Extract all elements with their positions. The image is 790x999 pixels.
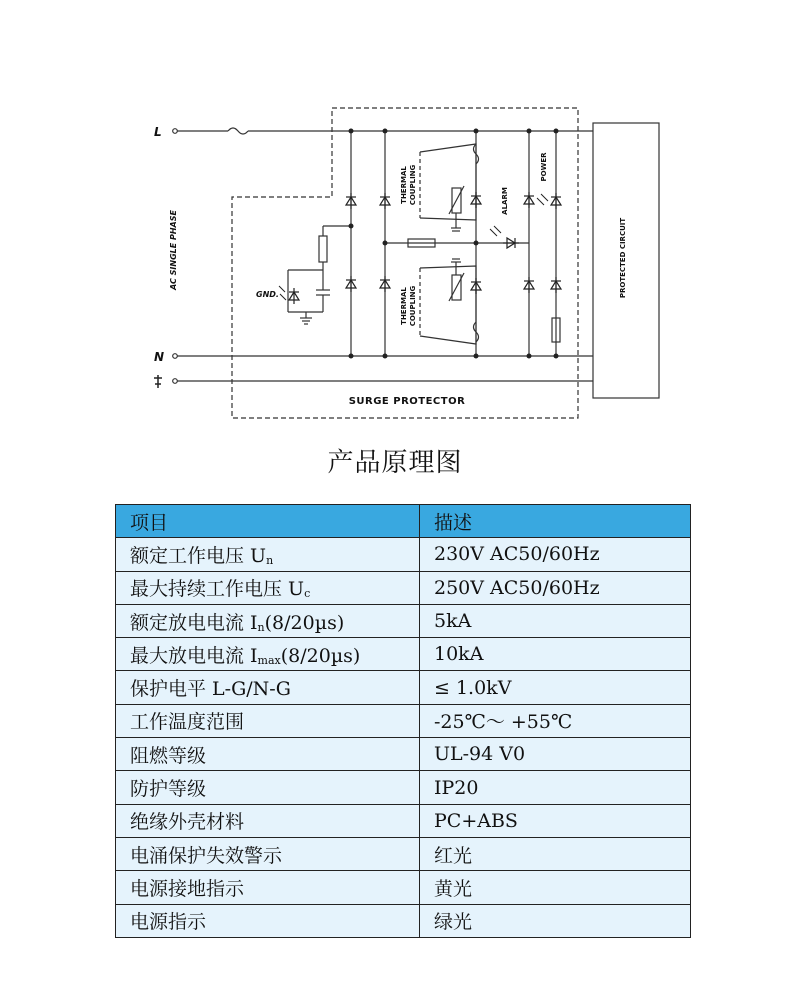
row-item [116, 704, 420, 737]
table-row [116, 571, 691, 604]
table-row [116, 871, 691, 904]
row-item-text: 阻燃等级 [130, 744, 207, 767]
row-description: 230V AC50/60Hz [420, 538, 691, 571]
row-item-text: 电源接地指示 [130, 877, 245, 900]
gnd-label: GND. [256, 290, 279, 299]
row-item [116, 871, 420, 904]
header-description: 描述 [420, 505, 691, 538]
row-description: ≤ 1.0kV [420, 671, 691, 704]
neutral-terminal-label: N [154, 350, 165, 364]
surge-protector-schematic [0, 0, 790, 440]
row-item-text: 绝缘外壳材料 [130, 811, 245, 834]
thermal-coupling-top-label-2: COUPLING [409, 164, 417, 206]
row-item-subscript: max [257, 653, 281, 667]
row-item [116, 671, 420, 704]
row-item-text: 最大持续工作电压 U [130, 578, 305, 601]
header-item: 项目 [116, 505, 420, 538]
row-item [116, 904, 420, 937]
ac-single-phase-label: AC SINGLE PHASE [169, 210, 178, 290]
row-item-subscript: c [304, 587, 311, 601]
row-item-text: 保护电平 L-G/N-G [130, 678, 291, 701]
alarm-label: ALARM [501, 187, 509, 215]
table-row [116, 604, 691, 637]
table-row [116, 638, 691, 671]
row-description: 250V AC50/60Hz [420, 571, 691, 604]
spec-table [115, 504, 691, 938]
table-header-row [116, 505, 691, 538]
row-item-text: 电源指示 [130, 911, 207, 934]
row-item-subscript: n [257, 620, 265, 634]
row-item [116, 804, 420, 837]
row-description: 黄光 [420, 871, 691, 904]
row-description: 10kA [420, 638, 691, 671]
thermal-coupling-top-label-1: THERMAL [400, 166, 408, 204]
power-label: POWER [540, 152, 548, 182]
table-row [116, 671, 691, 704]
spec-table-body [116, 538, 691, 938]
row-item-text: 最大放电电流 I [130, 644, 258, 667]
row-description: 绿光 [420, 904, 691, 937]
row-item [116, 571, 420, 604]
row-item [116, 604, 420, 637]
protected-circuit-label: PROTECTED CIRCUIT [619, 217, 627, 299]
line-terminal-label: L [154, 125, 162, 139]
table-row [116, 738, 691, 771]
table-row [116, 771, 691, 804]
row-item-suffix: (8/20µs) [264, 611, 345, 634]
thermal-coupling-bottom-label-2: COUPLING [409, 285, 417, 327]
diagram-caption: 产品原理图 [327, 448, 463, 478]
surge-protector-label: SURGE PROTECTOR [348, 396, 466, 407]
row-item-text: 工作温度范围 [130, 711, 245, 734]
row-item [116, 771, 420, 804]
table-row [116, 704, 691, 737]
row-item [116, 837, 420, 870]
row-description: IP20 [420, 771, 691, 804]
thermal-coupling-bottom-label-1: THERMAL [400, 287, 408, 325]
row-item [116, 538, 420, 571]
row-description: 5kA [420, 604, 691, 637]
row-item-text: 额定工作电压 U [130, 544, 267, 567]
row-item [116, 738, 420, 771]
row-item-text: 电涌保护失效警示 [130, 844, 283, 867]
row-description: 红光 [420, 837, 691, 870]
row-description: -25℃～ +55℃ [420, 704, 691, 737]
row-item-subscript: n [266, 553, 274, 567]
row-item [116, 638, 420, 671]
row-item-text: 防护等级 [130, 778, 207, 801]
row-description: UL-94 V0 [420, 738, 691, 771]
row-item-suffix: (8/20µs) [280, 644, 361, 667]
table-row [116, 837, 691, 870]
row-item-text: 额定放电电流 I [130, 611, 258, 634]
table-row [116, 804, 691, 837]
table-row [116, 904, 691, 937]
row-description: PC+ABS [420, 804, 691, 837]
table-row [116, 538, 691, 571]
